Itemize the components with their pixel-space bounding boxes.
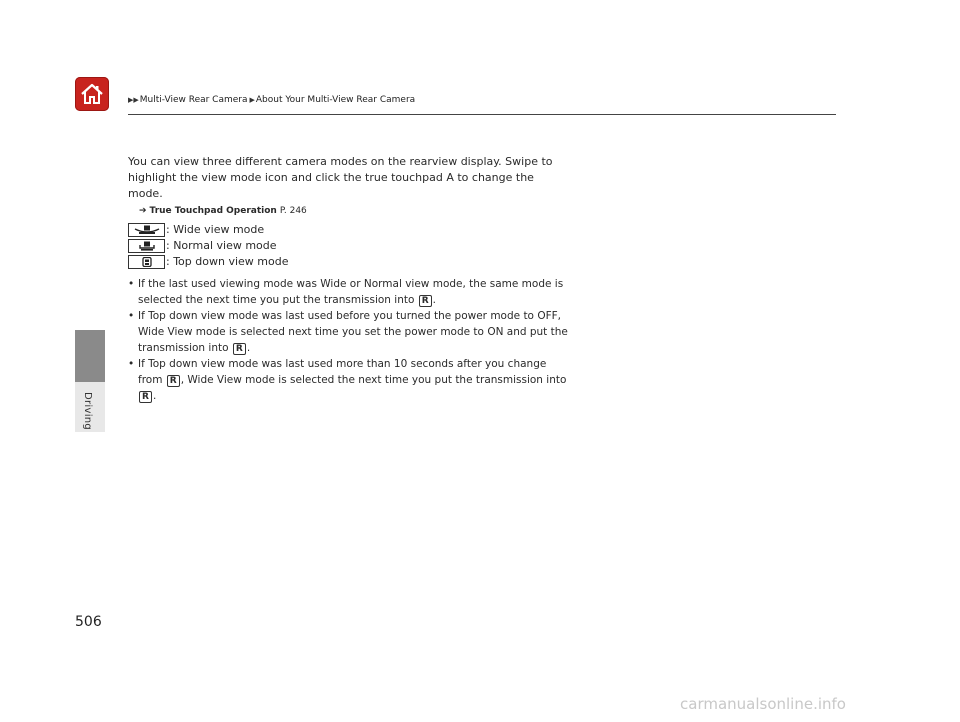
breadcrumb-arrow-icon: ▶▶ — [128, 96, 139, 104]
chapter-tab-marker — [75, 330, 105, 382]
reference-arrow-icon: ➔ — [139, 206, 147, 216]
reference-title: True Touchpad Operation — [149, 206, 277, 216]
breadcrumb — [128, 95, 417, 105]
header-divider — [128, 114, 836, 115]
main-content — [128, 154, 568, 404]
notes-list — [128, 276, 568, 404]
reference-page: P. 246 — [279, 206, 307, 216]
intro-text-line: You can view three different camera modes on the rearview display. Swipe to — [128, 155, 553, 168]
mode-item-normal — [128, 238, 568, 254]
watermark: carmanualsonline.info — [680, 695, 846, 713]
mode-label: : Normal view mode — [166, 239, 277, 252]
intro-text-line: highlight the view mode icon and click the true touchpad A to change the mode. — [128, 171, 534, 200]
mode-label: : Top down view mode — [166, 255, 289, 268]
cross-reference-link[interactable] — [139, 203, 568, 219]
list-item: • If Top down view mode was last used more than 10 seconds after you change from R , Wide View mode is selected the next time you put the transmission into R . — [128, 356, 568, 404]
breadcrumb-arrow-icon: ▶ — [249, 96, 255, 104]
page-number: 506 — [75, 614, 102, 630]
list-item: • If the last used viewing mode was Wide or Normal view mode, the same mode is selected the next time you put the transmission into R . — [128, 276, 568, 308]
reverse-gear-key-icon: R — [419, 295, 432, 307]
top-down-view-camera-icon — [128, 255, 165, 269]
list-item: • If Top down view mode was last used before you turned the power mode to OFF, Wide View mode is selected next time you set the power mode to ON and put the transmission into R . — [128, 308, 568, 356]
reverse-gear-key-icon: R — [167, 375, 180, 387]
mode-label: : Wide view mode — [166, 223, 265, 236]
home-button[interactable] — [75, 77, 109, 111]
reverse-gear-key-icon: R — [139, 391, 152, 403]
breadcrumb-link-camera[interactable]: Multi-View Rear Camera — [139, 95, 248, 105]
mode-item-top-down — [128, 254, 568, 270]
reverse-gear-key-icon: R — [233, 343, 246, 355]
home-icon — [79, 81, 105, 107]
normal-view-camera-icon — [128, 239, 165, 253]
chapter-label: Driving — [82, 392, 93, 431]
mode-item-wide — [128, 222, 568, 238]
wide-view-camera-icon — [128, 223, 165, 237]
breadcrumb-current-page: About Your Multi-View Rear Camera — [255, 95, 416, 105]
